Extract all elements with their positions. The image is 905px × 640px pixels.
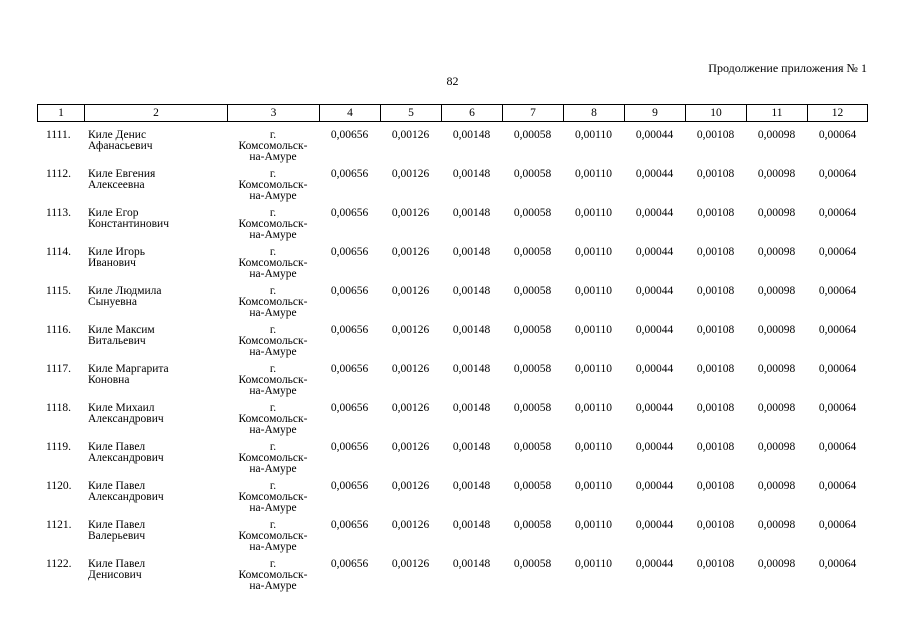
row-number: 1115.	[46, 285, 72, 297]
value-cell: 0,00098	[757, 558, 796, 570]
place-name	[227, 130, 319, 163]
value-cell: 0,00108	[696, 129, 735, 141]
column-header: 12	[808, 105, 868, 122]
row-number: 1121.	[46, 519, 72, 531]
place-name	[227, 247, 319, 280]
place-name-line: Комсомольск-	[238, 179, 308, 191]
person-name	[88, 481, 228, 503]
value-cell: 0,00126	[391, 285, 430, 297]
person-name-line: Иванович	[88, 257, 136, 269]
row-number: 1118.	[46, 402, 72, 414]
value-cell: 0,00058	[513, 207, 552, 219]
person-name	[88, 364, 228, 386]
place-name-line: Комсомольск-	[238, 218, 308, 230]
column-header: 8	[564, 105, 625, 122]
value-cell: 0,00110	[575, 285, 612, 297]
table-row	[37, 124, 867, 163]
value-cell: 0,00148	[452, 402, 491, 414]
table-row	[37, 319, 867, 358]
table-row	[37, 241, 867, 280]
value-cell: 0,00098	[757, 285, 796, 297]
person-name	[88, 208, 228, 230]
place-name	[227, 208, 319, 241]
value-cell: 0,00656	[330, 519, 369, 531]
value-cell: 0,00058	[513, 441, 552, 453]
value-cell: 0,00108	[696, 519, 735, 531]
place-name	[227, 325, 319, 358]
column-header: 9	[625, 105, 686, 122]
value-cell: 0,00126	[391, 207, 430, 219]
value-cell: 0,00148	[452, 207, 491, 219]
value-cell: 0,00108	[696, 480, 735, 492]
person-name-line: Коновна	[88, 374, 130, 386]
value-cell: 0,00148	[452, 441, 491, 453]
value-cell: 0,00110	[575, 207, 612, 219]
value-cell: 0,00058	[513, 519, 552, 531]
place-name-line: г.	[269, 480, 277, 492]
table-row	[37, 397, 867, 436]
person-name	[88, 286, 228, 308]
value-cell: 0,00126	[391, 441, 430, 453]
value-cell: 0,00064	[818, 441, 857, 453]
value-cell: 0,00108	[696, 558, 735, 570]
value-cell: 0,00064	[818, 363, 857, 375]
value-cell: 0,00148	[452, 168, 491, 180]
place-name-line: на-Амуре	[249, 463, 297, 475]
value-cell: 0,00044	[635, 402, 674, 414]
place-name	[227, 169, 319, 202]
column-header: 7	[503, 105, 564, 122]
value-cell: 0,00098	[757, 363, 796, 375]
place-name-line: г.	[269, 324, 277, 336]
value-cell: 0,00058	[513, 285, 552, 297]
value-cell: 0,00148	[452, 558, 491, 570]
place-name-line: Комсомольск-	[238, 257, 308, 269]
row-number: 1113.	[46, 207, 72, 219]
place-name	[227, 442, 319, 475]
column-header: 6	[442, 105, 503, 122]
value-cell: 0,00058	[513, 402, 552, 414]
value-cell: 0,00098	[757, 129, 796, 141]
value-cell: 0,00148	[452, 129, 491, 141]
value-cell: 0,00064	[818, 246, 857, 258]
value-cell: 0,00098	[757, 207, 796, 219]
person-name-line: Киле Павел	[88, 480, 146, 492]
table-row	[37, 436, 867, 475]
value-cell: 0,00044	[635, 129, 674, 141]
place-name-line: г.	[269, 285, 277, 297]
place-name	[227, 403, 319, 436]
value-cell: 0,00064	[818, 207, 857, 219]
value-cell: 0,00064	[818, 558, 857, 570]
value-cell: 0,00058	[513, 480, 552, 492]
value-cell: 0,00148	[452, 324, 491, 336]
person-name-line: Киле Маргарита	[88, 363, 169, 375]
value-cell: 0,00656	[330, 324, 369, 336]
place-name	[227, 520, 319, 553]
value-cell: 0,00656	[330, 558, 369, 570]
person-name-line: Киле Людмила	[88, 285, 162, 297]
person-name-line: Денисович	[88, 569, 142, 581]
place-name-line: г.	[269, 558, 277, 570]
place-name-line: на-Амуре	[249, 580, 297, 592]
person-name	[88, 247, 228, 269]
place-name-line: г.	[269, 246, 277, 258]
value-cell: 0,00148	[452, 519, 491, 531]
column-header: 10	[686, 105, 747, 122]
value-cell: 0,00110	[575, 480, 612, 492]
place-name-line: г.	[269, 129, 277, 141]
place-name-line: Комсомольск-	[238, 452, 308, 464]
column-header: 3	[228, 105, 320, 122]
column-header: 11	[747, 105, 808, 122]
value-cell: 0,00110	[575, 246, 612, 258]
row-number: 1120.	[46, 480, 72, 492]
value-cell: 0,00098	[757, 480, 796, 492]
row-number: 1117.	[46, 363, 72, 375]
person-name-line: Киле Павел	[88, 519, 146, 531]
value-cell: 0,00656	[330, 402, 369, 414]
person-name-line: Киле Павел	[88, 441, 146, 453]
value-cell: 0,00044	[635, 168, 674, 180]
person-name-line: Киле Игорь	[88, 246, 146, 258]
value-cell: 0,00108	[696, 402, 735, 414]
person-name-line: Киле Евгения	[88, 168, 156, 180]
value-cell: 0,00098	[757, 324, 796, 336]
row-number: 1112.	[46, 168, 72, 180]
table-row	[37, 280, 867, 319]
value-cell: 0,00148	[452, 285, 491, 297]
place-name	[227, 364, 319, 397]
place-name-line: на-Амуре	[249, 268, 297, 280]
place-name-line: на-Амуре	[249, 424, 297, 436]
value-cell: 0,00656	[330, 207, 369, 219]
value-cell: 0,00044	[635, 246, 674, 258]
person-name-line: Сынуевна	[88, 296, 137, 308]
place-name-line: Комсомольск-	[238, 569, 308, 581]
person-name	[88, 520, 228, 542]
value-cell: 0,00656	[330, 246, 369, 258]
value-cell: 0,00098	[757, 168, 796, 180]
value-cell: 0,00064	[818, 480, 857, 492]
value-cell: 0,00058	[513, 558, 552, 570]
value-cell: 0,00044	[635, 285, 674, 297]
person-name	[88, 169, 228, 191]
value-cell: 0,00064	[818, 519, 857, 531]
column-header: 1	[38, 105, 85, 122]
table-body	[37, 124, 867, 592]
person-name	[88, 442, 228, 464]
place-name	[227, 559, 319, 592]
value-cell: 0,00108	[696, 207, 735, 219]
value-cell: 0,00044	[635, 441, 674, 453]
column-header: 2	[85, 105, 228, 122]
person-name-line: Константинович	[88, 218, 169, 230]
value-cell: 0,00098	[757, 246, 796, 258]
value-cell: 0,00044	[635, 519, 674, 531]
person-name	[88, 403, 228, 425]
place-name	[227, 481, 319, 514]
value-cell: 0,00126	[391, 324, 430, 336]
value-cell: 0,00110	[575, 324, 612, 336]
person-name-line: Киле Денис	[88, 129, 147, 141]
value-cell: 0,00656	[330, 168, 369, 180]
value-cell: 0,00656	[330, 363, 369, 375]
row-number: 1116.	[46, 324, 72, 336]
value-cell: 0,00148	[452, 363, 491, 375]
table-row	[37, 514, 867, 553]
value-cell: 0,00058	[513, 168, 552, 180]
page-number: 82	[446, 74, 459, 88]
person-name	[88, 559, 228, 581]
value-cell: 0,00126	[391, 129, 430, 141]
place-name-line: на-Амуре	[249, 346, 297, 358]
value-cell: 0,00098	[757, 441, 796, 453]
value-cell: 0,00126	[391, 246, 430, 258]
row-number: 1111.	[46, 129, 71, 141]
value-cell: 0,00044	[635, 363, 674, 375]
column-header-table	[37, 104, 868, 122]
value-cell: 0,00148	[452, 246, 491, 258]
value-cell: 0,00058	[513, 129, 552, 141]
column-header: 4	[320, 105, 381, 122]
person-name-line: Витальевич	[88, 335, 146, 347]
place-name-line: г.	[269, 207, 277, 219]
value-cell: 0,00058	[513, 363, 552, 375]
value-cell: 0,00126	[391, 519, 430, 531]
value-cell: 0,00126	[391, 402, 430, 414]
value-cell: 0,00058	[513, 324, 552, 336]
value-cell: 0,00110	[575, 402, 612, 414]
place-name-line: Комсомольск-	[238, 530, 308, 542]
place-name-line: Комсомольск-	[238, 491, 308, 503]
value-cell: 0,00656	[330, 129, 369, 141]
value-cell: 0,00126	[391, 168, 430, 180]
person-name-line: Киле Павел	[88, 558, 146, 570]
value-cell: 0,00110	[575, 558, 612, 570]
value-cell: 0,00108	[696, 441, 735, 453]
value-cell: 0,00656	[330, 285, 369, 297]
value-cell: 0,00110	[575, 441, 612, 453]
row-number: 1122.	[46, 558, 72, 570]
value-cell: 0,00110	[575, 363, 612, 375]
value-cell: 0,00044	[635, 207, 674, 219]
place-name-line: на-Амуре	[249, 229, 297, 241]
table-row	[37, 163, 867, 202]
place-name-line: Комсомольск-	[238, 374, 308, 386]
value-cell: 0,00058	[513, 246, 552, 258]
person-name	[88, 325, 228, 347]
person-name-line: Валерьевич	[88, 530, 146, 542]
value-cell: 0,00126	[391, 363, 430, 375]
place-name-line: Комсомольск-	[238, 335, 308, 347]
value-cell: 0,00110	[575, 519, 612, 531]
table-row	[37, 475, 867, 514]
value-cell: 0,00110	[575, 168, 612, 180]
place-name-line: на-Амуре	[249, 190, 297, 202]
place-name-line: г.	[269, 402, 277, 414]
person-name-line: Александрович	[88, 413, 164, 425]
person-name-line: Киле Михаил	[88, 402, 155, 414]
value-cell: 0,00044	[635, 558, 674, 570]
person-name-line: Киле Максим	[88, 324, 155, 336]
place-name-line: г.	[269, 441, 277, 453]
appendix-caption: Продолжение приложения № 1	[708, 61, 867, 75]
person-name-line: Александрович	[88, 491, 164, 503]
value-cell: 0,00108	[696, 246, 735, 258]
place-name-line: Комсомольск-	[238, 296, 308, 308]
value-cell: 0,00064	[818, 129, 857, 141]
value-cell: 0,00098	[757, 402, 796, 414]
value-cell: 0,00044	[635, 324, 674, 336]
place-name-line: Комсомольск-	[238, 413, 308, 425]
place-name-line: г.	[269, 519, 277, 531]
value-cell: 0,00098	[757, 519, 796, 531]
person-name-line: Александрович	[88, 452, 164, 464]
place-name-line: на-Амуре	[249, 385, 297, 397]
value-cell: 0,00044	[635, 480, 674, 492]
value-cell: 0,00126	[391, 558, 430, 570]
place-name-line: на-Амуре	[249, 151, 297, 163]
value-cell: 0,00656	[330, 480, 369, 492]
table-row	[37, 202, 867, 241]
value-cell: 0,00110	[575, 129, 612, 141]
table-row	[37, 553, 867, 592]
table-row	[37, 358, 867, 397]
value-cell: 0,00108	[696, 168, 735, 180]
value-cell: 0,00656	[330, 441, 369, 453]
column-header: 5	[381, 105, 442, 122]
person-name-line: Алексеевна	[88, 179, 145, 191]
value-cell: 0,00064	[818, 168, 857, 180]
person-name-line: Киле Егор	[88, 207, 139, 219]
value-cell: 0,00126	[391, 480, 430, 492]
place-name-line: на-Амуре	[249, 307, 297, 319]
value-cell: 0,00064	[818, 285, 857, 297]
place-name-line: на-Амуре	[249, 502, 297, 514]
value-cell: 0,00148	[452, 480, 491, 492]
place-name-line: г.	[269, 363, 277, 375]
person-name	[88, 130, 228, 152]
place-name-line: Комсомольск-	[238, 140, 308, 152]
place-name-line: г.	[269, 168, 277, 180]
person-name-line: Афанасьевич	[88, 140, 153, 152]
value-cell: 0,00064	[818, 324, 857, 336]
row-number: 1119.	[46, 441, 72, 453]
value-cell: 0,00108	[696, 324, 735, 336]
value-cell: 0,00108	[696, 285, 735, 297]
value-cell: 0,00108	[696, 363, 735, 375]
value-cell: 0,00064	[818, 402, 857, 414]
column-header-row	[38, 105, 868, 122]
row-number: 1114.	[46, 246, 72, 258]
place-name	[227, 286, 319, 319]
place-name-line: на-Амуре	[249, 541, 297, 553]
